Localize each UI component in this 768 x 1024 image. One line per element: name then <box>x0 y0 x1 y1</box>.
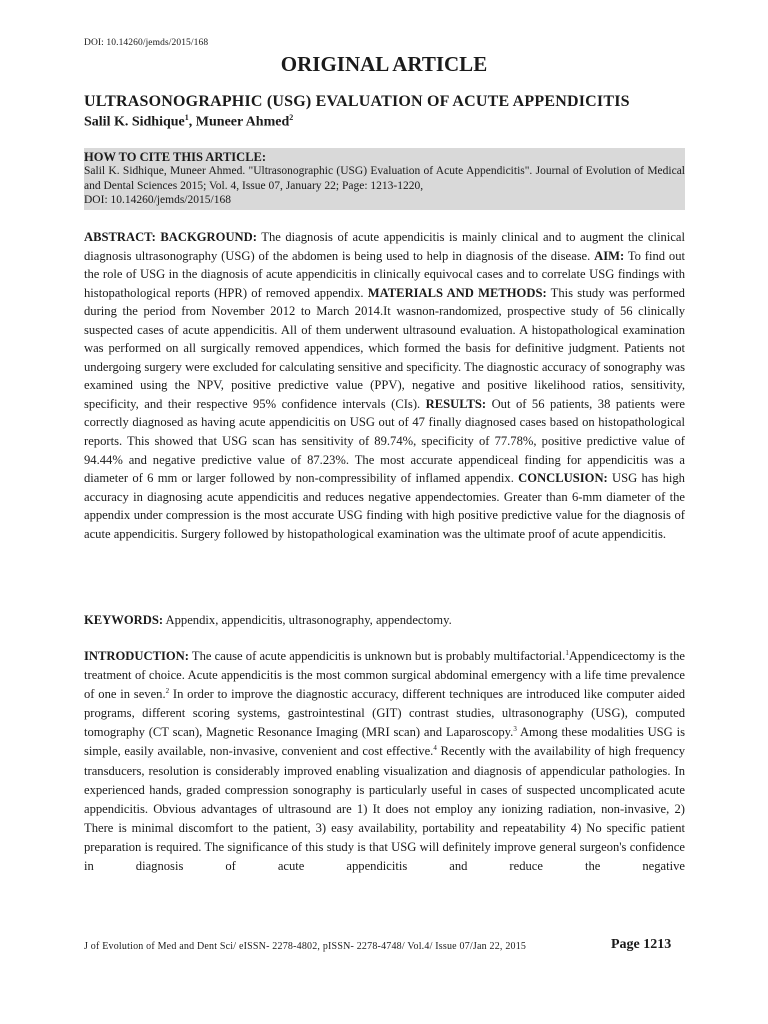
abstract-aim-label: AIM: <box>594 248 625 263</box>
abstract-section <box>84 228 685 543</box>
introduction-text-3: In order to improve the diagnostic accuracy, different techniques are introduced like computer aided programs, different scoring systems, gastrointestinal (GIT) contrast studies, ultrasonography (USG), computed tomography (CT scan), Magnetic Resonance Imaging (MRI scan) and Laparoscopy. <box>84 687 686 740</box>
author-1-affiliation: 1 <box>184 113 189 122</box>
introduction-section <box>84 647 685 876</box>
reference-marker-1: 1 <box>565 648 569 657</box>
abstract-background-text: The diagnosis of acute appendicitis is mainly clinical and to augment the clinical diagnosis ultrasonography (USG) of the abdomen is being used to help in diagnosis of the disease. <box>84 230 685 263</box>
citation-doi: DOI: 10.14260/jemds/2015/168 <box>84 194 231 206</box>
article-title: ULTRASONOGRAPHIC (USG) EVALUATION OF ACUTE APPENDICITIS <box>84 93 630 110</box>
citation-text: Salil K. Sidhique, Muneer Ahmed. "Ultrasonographic (USG) Evaluation of Acute Appendicitis". Journal of Evolution of Medical and Dental Sciences 2015; Vol. 4, Issue 07, January 22; Page: 1213-1220, <box>84 165 685 192</box>
author-1-name: Salil K. Sidhique <box>84 114 185 130</box>
introduction-label: INTRODUCTION: <box>84 649 189 663</box>
abstract-results-text: Out of 56 patients, 38 patients were correctly diagnosed as having acute appendicitis on USG out of 47 finally diagnosed cases based on histopathological reports. This showed that USG scan has sensitivity of 89.74%, specificity of 77.78%, positive predictive value of 94.44% and negative predictive value of 87.23%. The most accurate appendiceal finding for appendicitis was a diameter of 6 mm or larger followed by non-compressibility of inflamed appendix. <box>84 396 685 486</box>
author-list <box>84 113 293 131</box>
abstract-results-label: RESULTS: <box>425 396 487 411</box>
abstract-methods-label: MATERIALS AND METHODS: <box>367 285 547 300</box>
introduction-text-1: The cause of acute appendicitis is unknown but is probably multifactorial. <box>188 649 566 663</box>
keywords-label: KEYWORDS: <box>84 613 164 627</box>
introduction-text-5: Recently with the availability of high frequency transducers, resolution is considerably improved enabling visualization and diagnosis of appendicular pathologies. In experienced hands, graded compression sonography is particularly useful in cases of suspected uncomplicated acute appendicitis. Obvious advantages of ultrasound are 1) It does not employ any ionizing radiation, non-invasive, 2) There is minimal discomfort to the patient, 3) easy availability, portability and repeatability 4) No specific patient preparation is required. The significance of this study is that USG will definitely improve general surgeon's confidence in diagnosis of acute appendicitis and reduce the negative <box>84 744 685 874</box>
abstract-methods-text: This study was performed during the period from November 2012 to March 2014.It wasnon-randomized, prospective study of 56 clinically suspected cases of acute appendicitis. All of them underwent ultrasound evaluation. A histopathological examination was performed on all surgically removed appendices, which formed the basis for definitive judgment. Patients not undergoing surgery were excluded for calculating sensitive and specificity. The diagnostic accuracy of sonography was examined using the NPV, positive predictive value (PPV), negative and positive likelihood ratios, sensitivity, specificity, and their respective 95% confidence intervals (CIs). <box>84 285 685 411</box>
abstract-aim-text: To find out the role of USG in the diagnosis of acute appendicitis in clinically equivocal cases and to correlate USG findings with histopathological reports (HPR) of removed appendix. <box>84 248 685 300</box>
reference-marker-2: 2 <box>165 687 170 695</box>
article-type-label: ORIGINAL ARTICLE <box>280 52 488 76</box>
author-separator: , <box>188 114 196 130</box>
footer-journal-info: J of Evolution of Med and Dent Sci/ eISSN- 2278-4802, pISSN- 2278-4748/ Vol.4/ Issue 07/Jan 22, 2015 <box>84 941 527 952</box>
abstract-conclusion-label: CONCLUSION: <box>518 471 608 486</box>
reference-marker-3: 3 <box>513 725 517 734</box>
citation-heading: HOW TO CITE THIS ARTICLE: <box>84 150 267 164</box>
article-type-heading <box>0 52 768 77</box>
header-doi: DOI: 10.14260/jemds/2015/168 <box>84 38 209 48</box>
keywords-line <box>84 611 685 630</box>
abstract-conclusion-text: USG has high accuracy in diagnosing acute appendicitis and reduces negative appendectomies. Greater than 6-mm diameter of the appendix under compression is the most accurate USG finding with high positive predictive value for the diagnosis of acute appendicitis. Surgery followed by histopathological examination was the ultimate proof of acute appendicitis. <box>84 471 685 541</box>
abstract-background-label: ABSTRACT: BACKGROUND: <box>84 230 257 244</box>
introduction-text-4: Among these modalities USG is simple, easily available, non-invasive, convenient and cost effective. <box>84 725 685 759</box>
introduction-text-2: Appendicectomy is the treatment of choice. Acute appendicitis is the most common surgical abdominal emergency with a life time prevalence of one in seven. <box>84 649 685 702</box>
author-2-name: Muneer Ahmed <box>195 114 290 130</box>
footer-page-number: Page 1213 <box>611 937 672 952</box>
reference-marker-4: 4 <box>433 744 437 753</box>
citation-box <box>84 148 685 210</box>
author-2-affiliation: 2 <box>289 113 294 122</box>
keywords-text: Appendix, appendicitis, ultrasonography, appendectomy. <box>163 613 452 627</box>
